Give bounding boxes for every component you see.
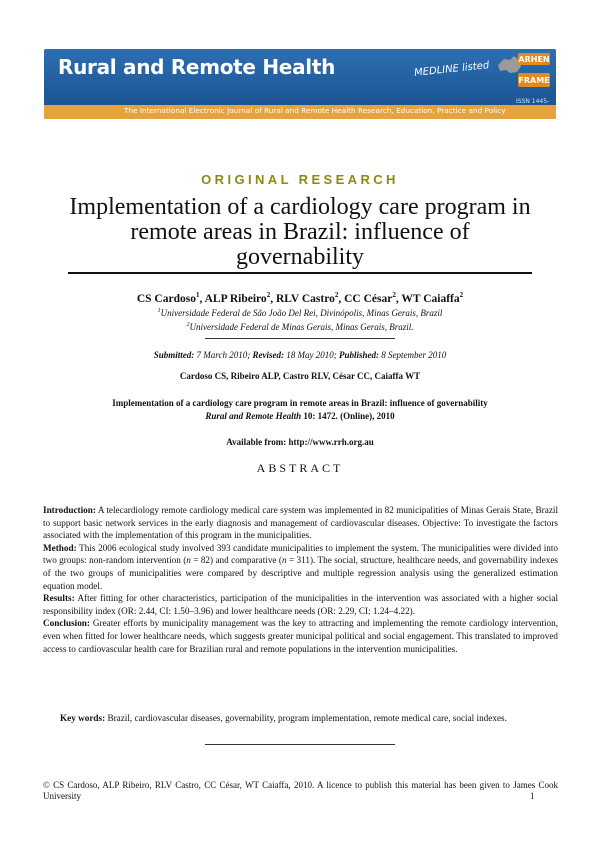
author-sep: , bbox=[270, 292, 276, 305]
paper-title bbox=[60, 195, 540, 270]
page-number: 1 bbox=[530, 791, 535, 801]
journal-tagline: The International Electronic Journal of Rural and Remote Health Research, Education, Practice and Policy bbox=[124, 106, 506, 115]
affiliation-sup: 2 bbox=[186, 322, 190, 328]
journal-banner bbox=[44, 49, 556, 119]
footer-rule bbox=[205, 744, 395, 745]
author-name: WT Caiaffa bbox=[401, 292, 460, 305]
issn: ISSN 1445- bbox=[516, 98, 550, 105]
author-sup: 1 bbox=[195, 291, 200, 299]
citation-title: Implementation of a cardiology care program in remote areas in Brazil: influence of governability bbox=[112, 398, 488, 408]
revised-label: Revised: bbox=[252, 350, 284, 360]
author-name: RLV Castro bbox=[275, 292, 335, 305]
author-name: ALP Ribeiro bbox=[204, 292, 267, 305]
published-date: 8 September 2010 bbox=[378, 350, 447, 360]
title-rule bbox=[68, 272, 532, 274]
results-text: After fitting for other characteristics, participation of the municipalities in the intervention was associated with a higher social responsibility index (OR: 2.44, CI: 1.50–3.96) and lower healthcare needs (OR: 2.29, CI: 1.24–4.22). bbox=[43, 593, 558, 616]
method-text: This 2006 ecological study involved 393 candidate municipalities to implement the system. The municipalities were divided into two groups: non-random intervention ( bbox=[43, 542, 558, 566]
abstract-method bbox=[43, 542, 558, 592]
affiliation-rule bbox=[205, 338, 395, 339]
publication-dates bbox=[0, 350, 600, 360]
affiliation-sup: 1 bbox=[157, 308, 161, 314]
affiliation-text: Universidade Federal de Minas Gerais, Minas Gerais, Brazil. bbox=[189, 322, 414, 332]
submitted-date: 7 March 2010; bbox=[194, 350, 253, 360]
author-sup: 2 bbox=[334, 291, 339, 299]
arhen-logo bbox=[494, 51, 552, 99]
method-text: = 311). The social, structure, healthcare needs, and governability indexes of the two groups of municipalities were compared by descriptive and multiple regression analysis using the generalized estimation equation model. bbox=[43, 555, 558, 591]
title-line: remote areas in Brazil: influence of bbox=[130, 219, 470, 245]
title-line: Implementation of a cardiology care program in bbox=[69, 194, 531, 220]
conclusion-text: Greater efforts by municipality management was the key to attracting and implementing the remote cardiology intervention, even when fitted for lower healthcare needs, which suggests greater municipal political and social engagement. This translated to improved access to cardiovascular health care for Brazilian rural and remote populations in the intervention municipalities. bbox=[43, 618, 558, 654]
keywords-text: Brazil, cardiovascular diseases, governability, program implementation, remote medical care, social indexes. bbox=[105, 713, 507, 723]
keywords-label: Key words: bbox=[60, 713, 106, 723]
author-name: CS Cardoso bbox=[136, 292, 196, 305]
method-label: Method: bbox=[43, 542, 77, 553]
keywords bbox=[60, 713, 560, 723]
abstract-heading: ABSTRACT bbox=[256, 461, 344, 475]
citation-authors: Cardoso CS, Ribeiro ALP, Castro RLV, César CC, Caiaffa WT bbox=[179, 371, 421, 381]
author-sup: 2 bbox=[459, 291, 464, 299]
available-from[interactable]: Available from: http://www.rrh.org.au bbox=[226, 437, 374, 447]
affiliation bbox=[0, 308, 600, 318]
submitted-label: Submitted: bbox=[153, 350, 195, 360]
method-text: = 82) and comparative ( bbox=[190, 555, 282, 566]
medline-label: MEDLINE listed bbox=[413, 60, 490, 79]
author-sup: 2 bbox=[266, 291, 271, 299]
author-sep: , bbox=[338, 292, 345, 305]
abstract-body bbox=[43, 504, 558, 655]
results-label: Results: bbox=[43, 593, 75, 604]
citation-source bbox=[0, 411, 600, 421]
section-label: ORIGINAL RESEARCH bbox=[201, 172, 399, 187]
citation-journal: Rural and Remote Health bbox=[205, 411, 302, 421]
abstract-results bbox=[43, 592, 558, 617]
citation-volume: 10: 1472. (Online), 2010 bbox=[301, 411, 395, 421]
author-sep: , bbox=[199, 292, 205, 305]
affiliation bbox=[0, 322, 600, 332]
abstract-conclusion bbox=[43, 617, 558, 655]
author-sup: 2 bbox=[392, 291, 396, 299]
author-sep: , bbox=[395, 292, 402, 305]
conclusion-label: Conclusion: bbox=[43, 618, 90, 629]
author-name: CC César bbox=[344, 292, 393, 305]
revised-date: 18 May 2010; bbox=[283, 350, 339, 360]
logo-bottom-text: FRAME bbox=[518, 76, 550, 85]
title-line: governability bbox=[236, 244, 364, 270]
method-n: n bbox=[186, 555, 191, 566]
introduction-text: A telecardiology remote cardiology medical care system was implemented in 82 municipalities of Minas Gerais State, Brazil to support basic network services in the early diagnosis and management of cardiovascular diseases. Objective: To investigate the factors associated with the implementation of this program in the municipalities. bbox=[43, 505, 558, 541]
affiliation-text: Universidade Federal de São João Del Rei, Divinópolis, Minas Gerais, Brazil bbox=[160, 308, 443, 318]
introduction-label: Introduction: bbox=[43, 505, 96, 515]
author-list bbox=[0, 291, 600, 305]
published-label: Published: bbox=[338, 350, 379, 360]
method-n: n bbox=[281, 555, 287, 566]
logo-top-text: ARHEN bbox=[518, 55, 550, 64]
copyright-notice: © CS Cardoso, ALP Ribeiro, RLV Castro, CC César, WT Caiaffa, 2010. A licence to publish this material has been given to James Cook University bbox=[43, 780, 558, 801]
journal-name: Rural and Remote Health bbox=[58, 55, 336, 79]
abstract-introduction bbox=[43, 504, 558, 542]
tagline-strip bbox=[44, 105, 556, 119]
